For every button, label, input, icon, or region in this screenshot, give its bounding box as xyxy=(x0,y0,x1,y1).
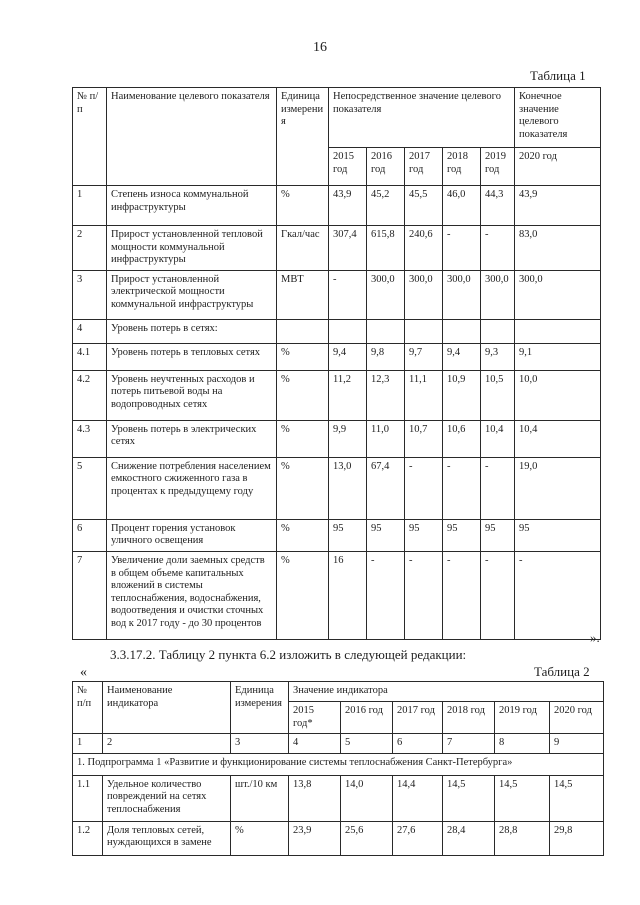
cell-num: 1.1 xyxy=(73,775,103,821)
cell-value: 10,6 xyxy=(443,420,481,457)
cell-unit: % xyxy=(277,420,329,457)
cell-name: Уровень неучтенных расходов и потерь питьевой воды на водопроводных сетях xyxy=(107,370,277,420)
cell-value: 14,5 xyxy=(550,775,604,821)
t1-header-unit: Единица измерения xyxy=(277,88,329,186)
cell-value: 300,0 xyxy=(443,270,481,319)
cell-value: 300,0 xyxy=(405,270,443,319)
t2-header-year: 2015 год* xyxy=(289,702,341,734)
index-cell: 2 xyxy=(103,734,231,754)
cell-final: 19,0 xyxy=(515,457,601,519)
cell-value: 67,4 xyxy=(367,457,405,519)
cell-num: 4 xyxy=(73,319,107,343)
cell-name: Удельное количество повреждений на сетях теплоснабжения xyxy=(103,775,231,821)
t1-header-final-year: 2020 год xyxy=(515,148,601,186)
table-row xyxy=(73,370,601,420)
table-row xyxy=(73,457,601,519)
cell-name: Степень износа коммунальной инфраструктуры xyxy=(107,186,277,226)
cell-num: 4.3 xyxy=(73,420,107,457)
cell-value: - xyxy=(481,457,515,519)
cell-final: 43,9 xyxy=(515,186,601,226)
cell-name: Снижение потребления населением емкостного сжиженного газа в процентах к предыдущему году xyxy=(107,457,277,519)
cell-value: 14,0 xyxy=(341,775,393,821)
cell-num: 5 xyxy=(73,457,107,519)
t2-header-value: Значение индикатора xyxy=(289,682,604,702)
cell-unit: МВТ xyxy=(277,270,329,319)
cell-unit xyxy=(277,319,329,343)
table-row xyxy=(73,551,601,639)
cell-value: 11,2 xyxy=(329,370,367,420)
cell-final xyxy=(515,319,601,343)
t1-header-year: 2016 год xyxy=(367,148,405,186)
cell-value: - xyxy=(329,270,367,319)
cell-value: 27,6 xyxy=(393,821,443,855)
cell-value: 95 xyxy=(405,519,443,551)
t2-header-year: 2016 год xyxy=(341,702,393,734)
cell-final: - xyxy=(515,551,601,639)
cell-value: 95 xyxy=(367,519,405,551)
cell-value: 28,8 xyxy=(495,821,550,855)
cell-value: 9,4 xyxy=(329,343,367,370)
cell-value: 12,3 xyxy=(367,370,405,420)
t1-header-final: Конечное значение целевого показателя xyxy=(515,88,601,148)
page-number: 16 xyxy=(313,40,327,55)
subprogram-row: 1. Подпрограмма 1 «Развитие и функционирование системы теплоснабжения Санкт-Петербурга» xyxy=(73,753,604,775)
cell-value: 9,7 xyxy=(405,343,443,370)
table-row xyxy=(73,775,604,821)
index-cell: 7 xyxy=(443,734,495,754)
table-row xyxy=(73,420,601,457)
cell-unit: % xyxy=(277,370,329,420)
cell-value: 13,8 xyxy=(289,775,341,821)
t2-header-year: 2019 год xyxy=(495,702,550,734)
cell-name: Уровень потерь в тепловых сетях xyxy=(107,343,277,370)
cell-value: 10,5 xyxy=(481,370,515,420)
cell-value: 10,4 xyxy=(481,420,515,457)
index-cell: 1 xyxy=(73,734,103,754)
cell-value: 16 xyxy=(329,551,367,639)
cell-final: 10,4 xyxy=(515,420,601,457)
cell-value: 44,3 xyxy=(481,186,515,226)
cell-value: - xyxy=(443,551,481,639)
cell-name: Доля тепловых сетей, нуждающихся в замене xyxy=(103,821,231,855)
t2-header-num: № п/п xyxy=(73,682,103,734)
cell-unit: % xyxy=(277,343,329,370)
cell-value: 28,4 xyxy=(443,821,495,855)
cell-value: 240,6 xyxy=(405,226,443,271)
t2-header-year: 2017 год xyxy=(393,702,443,734)
table-row xyxy=(73,319,601,343)
cell-final: 83,0 xyxy=(515,226,601,271)
cell-final: 9,1 xyxy=(515,343,601,370)
cell-value xyxy=(329,319,367,343)
table-row xyxy=(73,226,601,271)
index-cell: 4 xyxy=(289,734,341,754)
cell-num: 4.1 xyxy=(73,343,107,370)
cell-unit: % xyxy=(277,186,329,226)
cell-value: - xyxy=(405,551,443,639)
cell-value: - xyxy=(367,551,405,639)
closing-quote: ». xyxy=(590,630,600,645)
cell-value: 615,8 xyxy=(367,226,405,271)
cell-unit: % xyxy=(277,519,329,551)
cell-value: 300,0 xyxy=(367,270,405,319)
cell-final: 95 xyxy=(515,519,601,551)
cell-value: - xyxy=(443,457,481,519)
cell-value: 9,4 xyxy=(443,343,481,370)
cell-name: Прирост установленной тепловой мощности коммунальной инфраструктуры xyxy=(107,226,277,271)
cell-value xyxy=(367,319,405,343)
cell-unit: % xyxy=(277,551,329,639)
cell-value: 11,0 xyxy=(367,420,405,457)
cell-value: 95 xyxy=(329,519,367,551)
cell-value: - xyxy=(443,226,481,271)
cell-num: 4.2 xyxy=(73,370,107,420)
table1-caption: Таблица 1 xyxy=(530,68,586,83)
table2-caption: Таблица 2 xyxy=(534,664,590,679)
table-1 xyxy=(72,87,601,640)
t2-header-year: 2018 год xyxy=(443,702,495,734)
index-cell: 3 xyxy=(231,734,289,754)
cell-value: - xyxy=(481,226,515,271)
t1-header-num: № п/п xyxy=(73,88,107,186)
t1-header-name: Наименование целевого показателя xyxy=(107,88,277,186)
amendment-paragraph: 3.3.17.2. Таблицу 2 пункта 6.2 изложить в следующей редакции: xyxy=(110,647,467,662)
index-row xyxy=(73,734,604,754)
cell-name: Процент горения установок уличного освещения xyxy=(107,519,277,551)
cell-final: 10,0 xyxy=(515,370,601,420)
cell-unit: % xyxy=(231,821,289,855)
cell-name: Увеличение доли заемных средств в общем объеме капитальных вложений в системы теплоснабжения, водоснабжения, водоотведения и очистки сточных вод к 2017 году - до 30 процентов xyxy=(107,551,277,639)
cell-num: 1 xyxy=(73,186,107,226)
t1-header-year: 2015 год xyxy=(329,148,367,186)
cell-value: - xyxy=(481,551,515,639)
cell-value: 29,8 xyxy=(550,821,604,855)
cell-unit: % xyxy=(277,457,329,519)
cell-value: 45,2 xyxy=(367,186,405,226)
table-row xyxy=(73,186,601,226)
index-cell: 9 xyxy=(550,734,604,754)
cell-value: 43,9 xyxy=(329,186,367,226)
cell-unit: Гкал/час xyxy=(277,226,329,271)
cell-value: 46,0 xyxy=(443,186,481,226)
cell-name: Прирост установленной электрической мощности коммунальной инфраструктуры xyxy=(107,270,277,319)
index-cell: 5 xyxy=(341,734,393,754)
t2-header-name: Наименование индикатора xyxy=(103,682,231,734)
cell-value: 23,9 xyxy=(289,821,341,855)
cell-value: 95 xyxy=(481,519,515,551)
table-row xyxy=(73,343,601,370)
cell-value: - xyxy=(405,457,443,519)
t1-header-year: 2019 год xyxy=(481,148,515,186)
cell-value: 11,1 xyxy=(405,370,443,420)
cell-value xyxy=(481,319,515,343)
cell-num: 6 xyxy=(73,519,107,551)
cell-num: 1.2 xyxy=(73,821,103,855)
table-row xyxy=(73,821,604,855)
cell-value: 14,5 xyxy=(495,775,550,821)
cell-num: 7 xyxy=(73,551,107,639)
index-cell: 6 xyxy=(393,734,443,754)
cell-value: 9,9 xyxy=(329,420,367,457)
cell-value: 9,3 xyxy=(481,343,515,370)
cell-num: 3 xyxy=(73,270,107,319)
cell-value: 45,5 xyxy=(405,186,443,226)
table-row xyxy=(73,270,601,319)
cell-value xyxy=(443,319,481,343)
t2-header-year: 2020 год xyxy=(550,702,604,734)
cell-value: 9,8 xyxy=(367,343,405,370)
cell-value: 14,5 xyxy=(443,775,495,821)
cell-value: 300,0 xyxy=(481,270,515,319)
cell-name: Уровень потерь в сетях: xyxy=(107,319,277,343)
t1-header-year: 2017 год xyxy=(405,148,443,186)
cell-value: 95 xyxy=(443,519,481,551)
opening-quote: « xyxy=(80,665,87,680)
t1-header-year: 2018 год xyxy=(443,148,481,186)
table-2 xyxy=(72,681,604,856)
cell-value: 10,9 xyxy=(443,370,481,420)
cell-value: 10,7 xyxy=(405,420,443,457)
cell-final: 300,0 xyxy=(515,270,601,319)
cell-num: 2 xyxy=(73,226,107,271)
cell-name: Уровень потерь в электрических сетях xyxy=(107,420,277,457)
cell-value xyxy=(405,319,443,343)
cell-value: 25,6 xyxy=(341,821,393,855)
cell-unit: шт./10 км xyxy=(231,775,289,821)
index-cell: 8 xyxy=(495,734,550,754)
t2-header-unit: Единица измерения xyxy=(231,682,289,734)
table-row xyxy=(73,519,601,551)
cell-value: 307,4 xyxy=(329,226,367,271)
t1-header-direct: Непосредственное значение целевого показателя xyxy=(329,88,515,148)
cell-value: 13,0 xyxy=(329,457,367,519)
cell-value: 14,4 xyxy=(393,775,443,821)
